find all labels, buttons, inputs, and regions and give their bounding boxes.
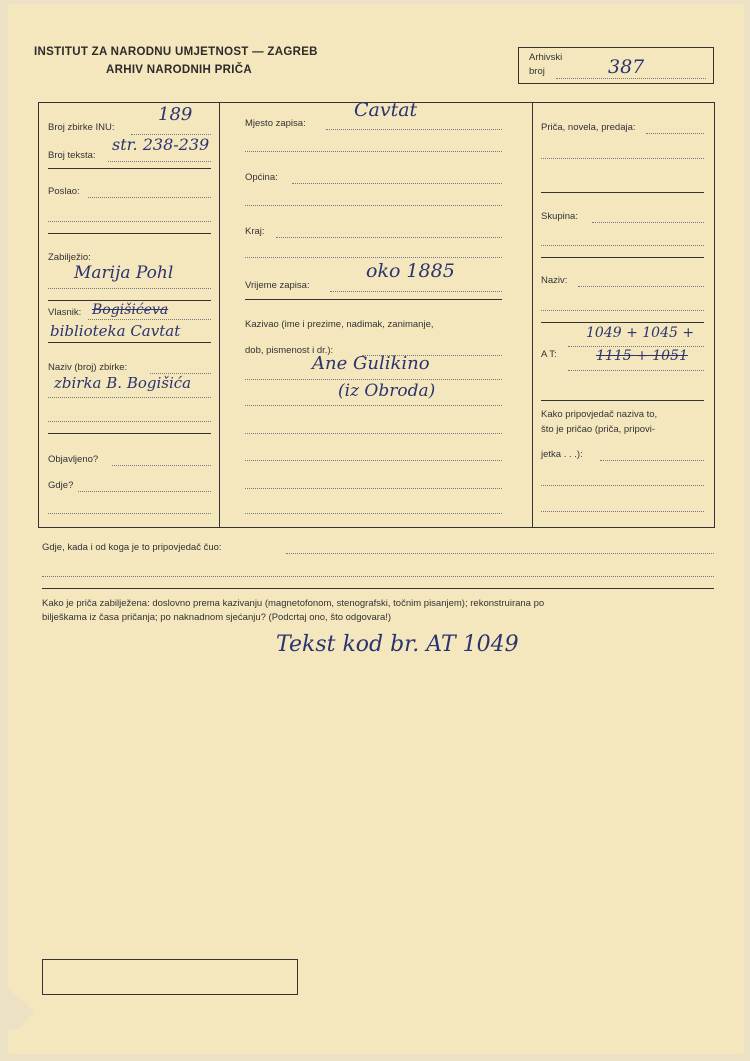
- right-rule-3: [541, 322, 704, 323]
- narrator-name-label-1: Kako pripovjedač naziva to,: [541, 409, 658, 420]
- title-line: [578, 286, 704, 287]
- institute-title: INSTITUT ZA NARODNU UMJETNOST — ZAGREB: [34, 46, 318, 58]
- left-rule-4: [48, 342, 211, 343]
- place-value: Cavtat: [354, 99, 418, 121]
- published-line: [112, 465, 211, 466]
- left-column-divider: [219, 102, 220, 528]
- place-line-2: [245, 151, 502, 152]
- where-heard-line-2: [42, 576, 714, 577]
- date-line: [330, 291, 502, 292]
- recorded-by-value: Marija Pohl: [74, 263, 174, 283]
- narrator-line-2: [245, 379, 502, 380]
- bottom-rule: [42, 588, 714, 589]
- right-rule-2: [541, 257, 704, 258]
- narrator-name-line: [600, 460, 704, 461]
- date-label: Vrijeme zapisa:: [245, 280, 310, 291]
- text-number-line: [108, 161, 211, 162]
- left-rule-3: [48, 300, 211, 301]
- at-value-2: 1115 + 1051: [596, 348, 688, 364]
- where-published-label: Gdje?: [48, 480, 74, 491]
- at-line-2: [568, 370, 704, 371]
- narrator-origin: (iz Obroda): [338, 381, 436, 401]
- where-published-line-2: [48, 513, 211, 514]
- collection-name-line-3: [48, 421, 211, 422]
- narrator-line-6: [245, 488, 502, 489]
- text-number-value: str. 238-239: [112, 135, 210, 154]
- group-label: Skupina:: [541, 211, 578, 222]
- story-type-line-2: [541, 158, 704, 159]
- title-label: Naziv:: [541, 275, 568, 286]
- sent-by-label: Poslao:: [48, 186, 80, 197]
- narrator-line-7: [245, 513, 502, 514]
- left-rule-1: [48, 168, 211, 169]
- archive-card: [8, 4, 744, 1054]
- archive-number-value: 387: [608, 56, 645, 78]
- narrator-line-4: [245, 433, 502, 434]
- narrator-name-line-3: [541, 511, 704, 512]
- story-type-label: Priča, novela, predaja:: [541, 122, 636, 133]
- at-line: [568, 346, 704, 347]
- middle-rule-1: [245, 299, 502, 300]
- story-type-line: [646, 133, 704, 134]
- sent-by-line-2: [48, 221, 211, 222]
- narrator-line-5: [245, 460, 502, 461]
- text-note: Tekst kod br. AT 1049: [276, 632, 519, 657]
- recorded-by-line: [48, 288, 211, 289]
- group-line-2: [541, 245, 704, 246]
- date-value: oko 1885: [366, 260, 455, 282]
- collection-number-label: Broj zbirke INU:: [48, 122, 115, 133]
- collection-number-value: 189: [158, 104, 193, 125]
- narrator-line-3: [245, 405, 502, 406]
- right-rule-1: [541, 192, 704, 193]
- archive-number-line: [556, 78, 706, 79]
- place-line: [326, 129, 502, 130]
- where-published-line: [78, 491, 211, 492]
- municipality-label: Općina:: [245, 172, 278, 183]
- signature-box: [42, 959, 298, 995]
- narrator-name-label-3: jetka . . .):: [541, 449, 583, 460]
- where-heard-line: [286, 553, 714, 554]
- narrator-label-1: Kazivao (ime i prezime, nadimak, zanimanje,: [245, 319, 434, 330]
- recording-method-line-1: Kako je priča zabilježena: doslovno prema kazivanju (magnetofonom, stenografski, točnim pisanjem); rekonstruirana po: [42, 598, 545, 609]
- region-line: [276, 237, 502, 238]
- region-line-2: [245, 257, 502, 258]
- owner-label: Vlasnik:: [48, 307, 82, 318]
- recorded-by-label: Zabilježio:: [48, 252, 91, 263]
- group-line: [592, 222, 704, 223]
- region-label: Kraj:: [245, 226, 265, 237]
- archive-number-label-2: broj: [529, 66, 545, 77]
- archive-number-label-1: Arhivski: [529, 52, 563, 63]
- sent-by-line: [88, 197, 211, 198]
- owner-value: biblioteka Cavtat: [50, 322, 181, 340]
- at-value-1: 1049 + 1045 +: [586, 325, 695, 341]
- text-number-label: Broj teksta:: [48, 150, 96, 161]
- published-label: Objavljeno?: [48, 454, 99, 465]
- archive-title: ARHIV NARODNIH PRIČA: [106, 64, 252, 76]
- collection-name-value: zbirka B. Bogišića: [54, 374, 192, 392]
- recording-method-line-2: bilješkama iz časa pričanja; po naknadnom sjećanju? (Podcrtaj ono, što odgovara!): [42, 612, 392, 623]
- municipality-line-2: [245, 205, 502, 206]
- owner-value-struck: Bogišićeva: [92, 302, 169, 318]
- right-rule-4: [541, 400, 704, 401]
- left-rule-5: [48, 433, 211, 434]
- collection-name-line-2: [48, 397, 211, 398]
- right-column-divider: [532, 102, 533, 528]
- collection-name-label: Naziv (broj) zbirke:: [48, 362, 128, 373]
- narrator-label-2: dob, pismenost i dr.):: [245, 345, 334, 356]
- narrator-name-line-2: [541, 485, 704, 486]
- place-label: Mjesto zapisa:: [245, 118, 306, 129]
- municipality-line: [292, 183, 502, 184]
- title-line-2: [541, 310, 704, 311]
- at-label: A T:: [541, 349, 557, 360]
- owner-line: [88, 319, 211, 320]
- narrator-name-label-2: što je pričao (priča, pripovi-: [541, 424, 656, 435]
- where-heard-label: Gdje, kada i od koga je to pripovjedač čuo:: [42, 542, 222, 553]
- left-rule-2: [48, 233, 211, 234]
- narrator-value: Ane Gulikino: [312, 353, 430, 374]
